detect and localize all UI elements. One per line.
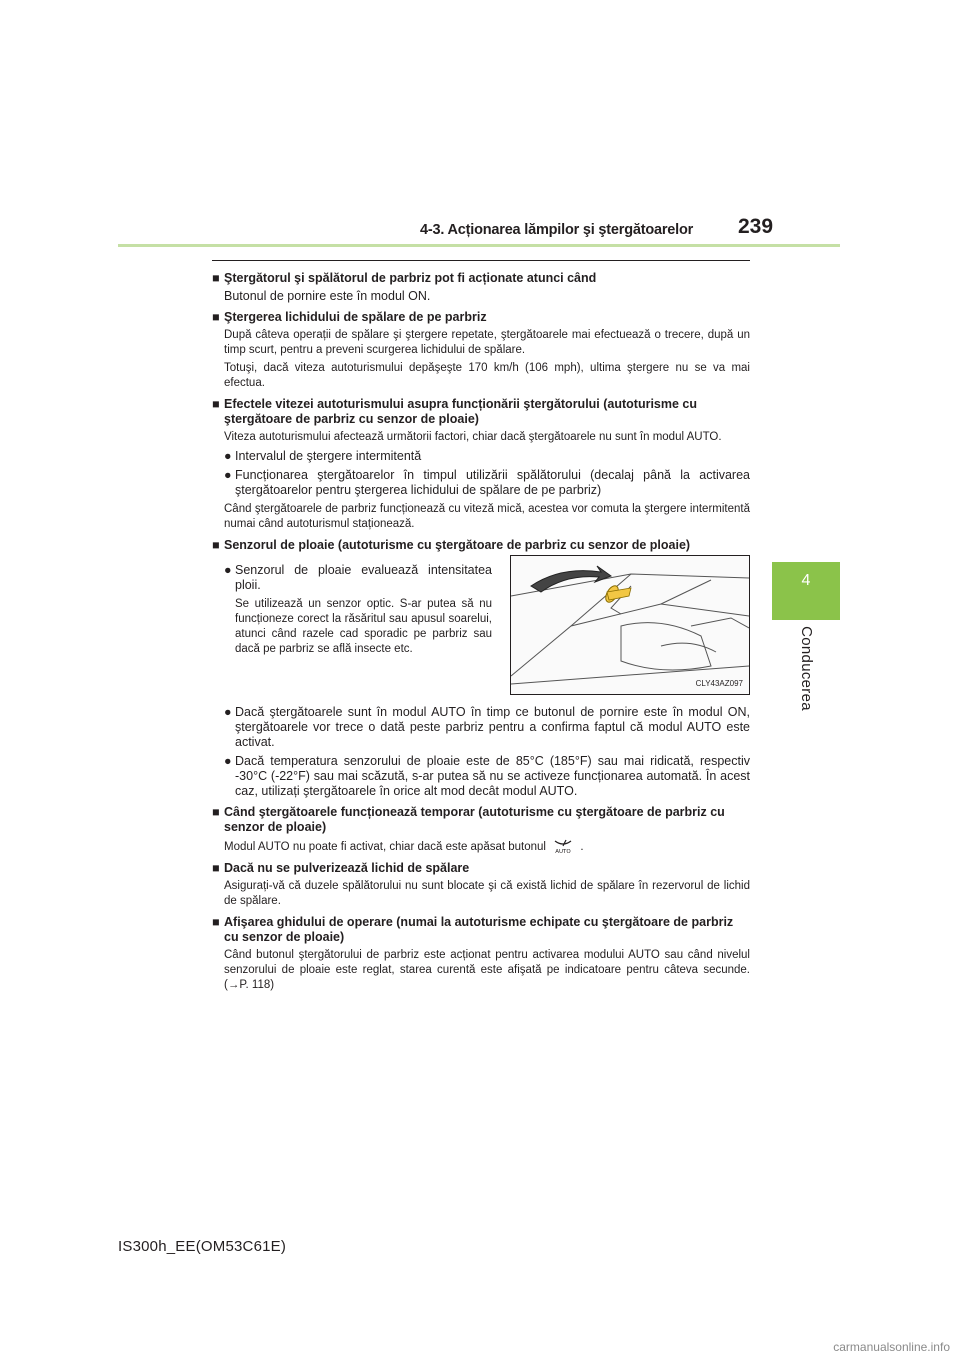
paragraph: Se utilizează un senzor optic. S-ar putea să nu funcționeze corect la răsăritul sau apusul soarelui, atunci când razele cad sporadic pe parbriz sau dacă pe parbriz se află insecte etc. <box>235 598 492 655</box>
paragraph-text: . <box>580 841 584 853</box>
paragraph: Butonul de pornire este în modul ON. <box>224 289 431 303</box>
bullet-item <box>224 705 750 750</box>
bullet-text: Intervalul de ştergere intermitentă <box>235 449 422 463</box>
paragraph: Când ştergătoarele de parbriz funcționează cu viteză mică, acestea vor comuta la ştergere intermitentă numai când autoturismul staționează. <box>224 503 750 530</box>
chapter-label-container <box>762 624 850 712</box>
page-number: 239 <box>738 215 774 238</box>
paragraph: Asigurați-vă că duzele spălătorului nu sunt blocate şi că există lichid de spălare în rezervorul de lichid de spălare. <box>224 880 750 907</box>
figure-code: CLY43AZ097 <box>695 679 743 688</box>
bullet-text: Dacă ştergătoarele sunt în modul AUTO în timp ce butonul de pornire este în modul ON, ştergătoarele vor trece o dată peste parbriz pentru a confirma faptul că modul AUTO este activat. <box>235 705 750 749</box>
paragraph: Totuşi, dacă viteza autoturismului depăşeşte 170 km/h (106 mph), ultima ştergere nu se va mai efectua. <box>224 362 750 389</box>
section-heading-text: Efectele vitezei autoturismului asupra funcționării ştergătorului (autoturisme cu ştergătoare de parbriz cu senzor de ploaie) <box>224 397 698 426</box>
bullet-icon: ● <box>224 705 232 719</box>
header-rule <box>118 244 840 247</box>
main-content <box>212 260 750 996</box>
section-heading-text: Când ştergătoarele funcționează temporar (autoturisme cu ştergătoare de parbriz cu senzor de ploaie) <box>224 805 725 834</box>
section-marker-icon: ■ <box>212 805 220 819</box>
watermark: carmanualsonline.info <box>833 1340 950 1354</box>
bullet-icon: ● <box>224 754 232 768</box>
section-marker-icon: ■ <box>212 397 220 411</box>
paragraph <box>224 838 750 855</box>
bullet-text: Dacă temperatura senzorului de ploaie este de 85°C (185°F) sau mai ridicată, respectiv -30°C (-22°F) sau mai scăzută, s-ar putea să nu se activeze funcționarea automată. În acest caz, utilizați ştergătoarele în orice alt mod decât modul AUTO. <box>235 754 750 798</box>
footer-model-code: IS300h_EE(OM53C61E) <box>118 1238 287 1255</box>
section-marker-icon: ■ <box>212 310 220 324</box>
paragraph: Viteza autoturismului afectează următorii factori, chiar dacă ştergătoarele nu sunt în modul AUTO. <box>224 431 722 443</box>
pointer-arrow <box>531 566 611 592</box>
paragraph-text: Modul AUTO nu poate fi activat, chiar dacă este apăsat butonul <box>224 841 546 853</box>
paragraph: Când butonul ştergătorului de parbriz este acționat pentru activarea modului AUTO sau când nivelul senzorului de ploaie este reglat, starea curentă este afişată pe indicatoare pentru câteva secunde. (→P. 118) <box>224 949 750 991</box>
section-heading-text: Ştergătorul şi spălătorul de parbriz pot fi acționate atunci când <box>224 271 597 285</box>
section-marker-icon: ■ <box>212 915 220 929</box>
section-marker-icon: ■ <box>212 271 220 285</box>
bullet-item <box>224 563 492 593</box>
section-heading <box>212 805 750 835</box>
section-heading <box>212 310 750 325</box>
chapter-number: 4 <box>801 572 811 589</box>
content-top-rule <box>212 260 750 261</box>
section-marker-icon: ■ <box>212 538 220 552</box>
bullet-icon: ● <box>224 449 232 463</box>
section-heading-text: Senzorul de ploaie (autoturisme cu ştergătoare de parbriz cu senzor de ploaie) <box>224 538 691 552</box>
bullet-text: Funcționarea ştergătoarelor în timpul utilizării spălătorului (decalaj până la activarea ştergătoarelor pentru ştergerea lichidului de spălare de pe parbriz) <box>235 468 750 497</box>
section-heading <box>212 861 750 876</box>
paragraph: După câteva operații de spălare şi ştergere repetate, ştergătoarele mai efectuează o trecere, după un timp scurt, pentru a preveni scurgerea lichidului de spălare. <box>224 329 750 356</box>
section-heading <box>212 538 750 553</box>
wiper-auto-icon <box>551 838 575 854</box>
auto-icon-label: AUTO <box>555 849 571 854</box>
rain-sensor-figure <box>510 555 750 695</box>
bullet-item <box>224 449 750 464</box>
bullet-icon: ● <box>224 468 232 482</box>
bullet-text: Senzorul de ploaie evaluează intensitatea ploii. <box>235 563 492 592</box>
windshield-illustration <box>511 556 749 694</box>
rain-sensor-block <box>212 555 750 695</box>
header-title: 4-3. Acționarea lămpilor şi ştergătoarelor <box>420 222 694 238</box>
section-heading <box>212 397 750 427</box>
section-heading <box>212 915 750 945</box>
bullet-item <box>224 754 750 799</box>
section-heading <box>212 271 750 286</box>
chapter-tab <box>772 562 840 620</box>
section-heading-text: Dacă nu se pulverizează lichid de spălare <box>224 861 470 875</box>
chapter-label: Conducerea <box>797 625 815 711</box>
section-marker-icon: ■ <box>212 861 220 875</box>
rain-sensor-text <box>212 555 492 695</box>
section-heading-text: Ştergerea lichidului de spălare de pe parbriz <box>224 310 487 324</box>
section-heading-text: Afişarea ghidului de operare (numai la autoturisme echipate cu ştergătoare de parbriz cu senzor de ploaie) <box>224 915 734 944</box>
bullet-icon: ● <box>224 563 232 577</box>
bullet-item <box>224 468 750 498</box>
